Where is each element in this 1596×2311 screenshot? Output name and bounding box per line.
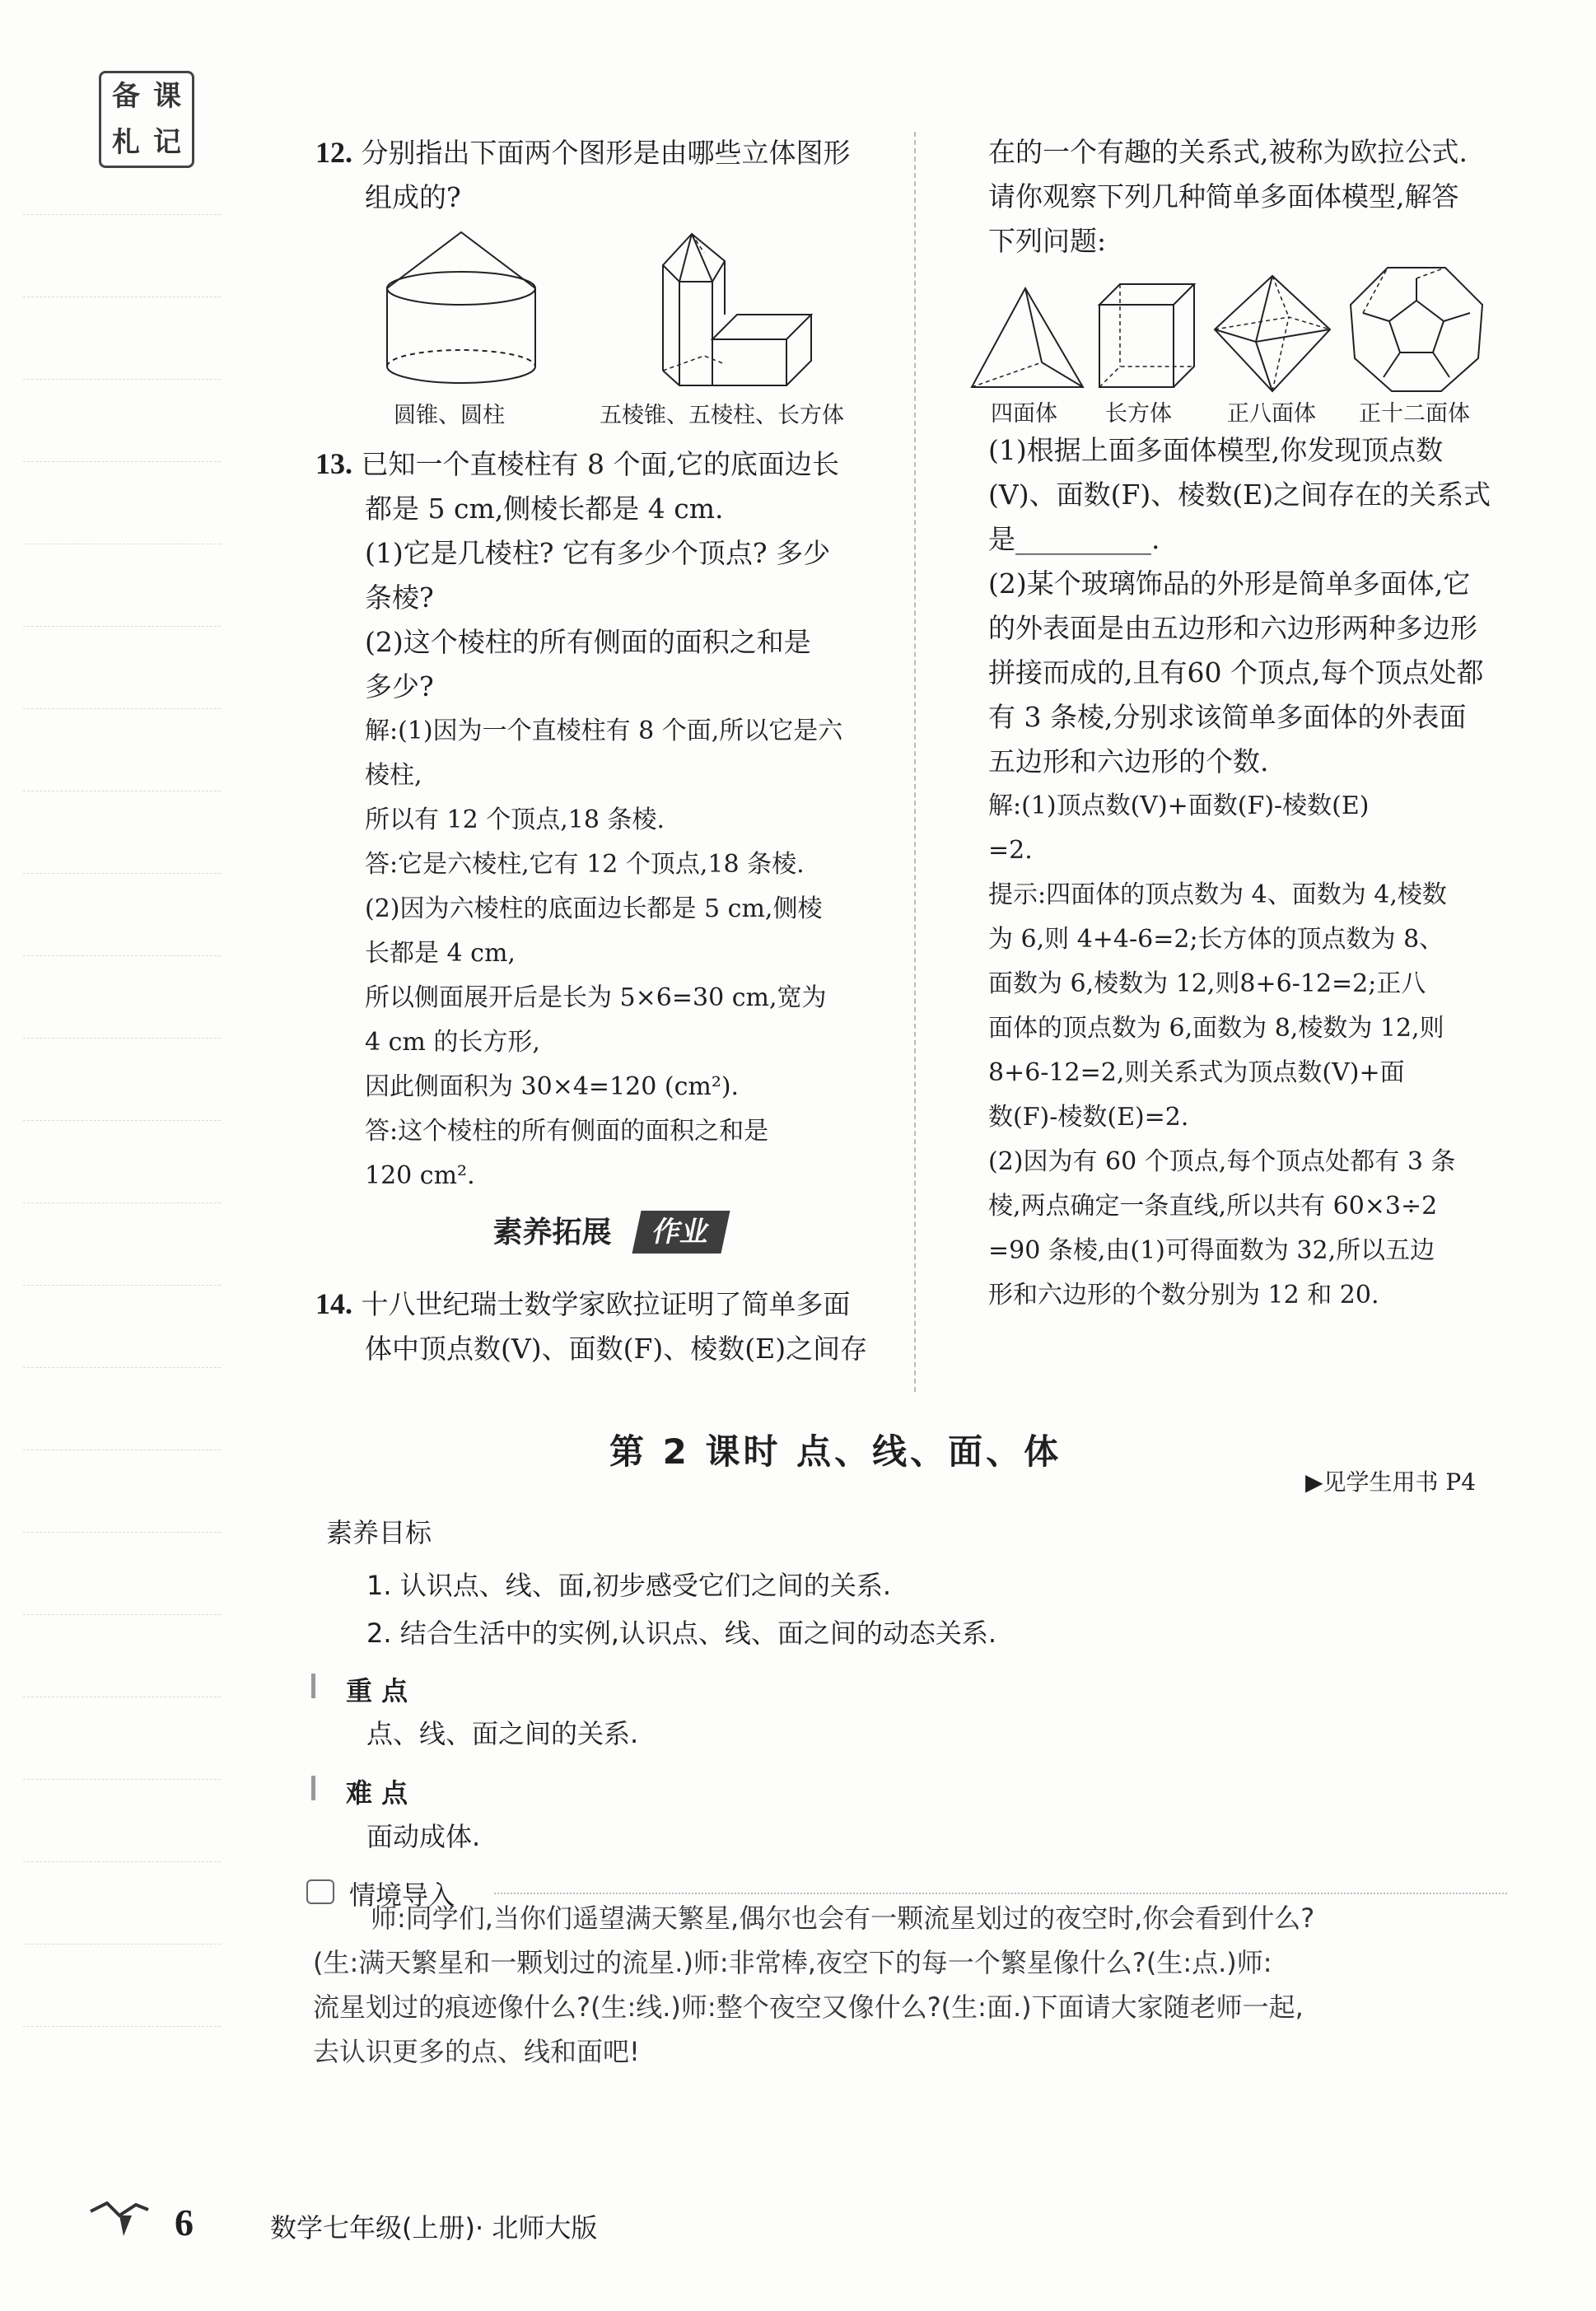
answer-text: (2)因为六棱柱的底面边长都是 5 cm,侧棱 (365, 894, 823, 923)
question-text: (V)、面数(F)、棱数(E)之间存在的关系式 (988, 479, 1491, 511)
section-banner (468, 1209, 731, 1257)
question-text: 五边形和六边形的个数. (988, 745, 1269, 777)
answer-text: 所以侧面展开后是长为 5×6=30 cm,宽为 (365, 983, 827, 1012)
answer-text: 形和六边形的个数分别为 12 和 20. (988, 1281, 1379, 1310)
question-text: (2)这个棱柱的所有侧面的面积之和是 (365, 626, 811, 658)
question-text: (1)根据上面多面体模型,你发现顶点数 (988, 434, 1444, 466)
tetrahedron-figure (968, 284, 1091, 391)
answer-text: 答:这个棱柱的所有侧面的面积之和是 (365, 1117, 769, 1146)
intro-line: 师:同学们,当你们遥望满天繁星,偶尔也会有一颗流星划过的夜空时,你会看到什么? (371, 1902, 1315, 1934)
question-text: 已知一个直棱柱有 8 个面,它的底面边长 (361, 448, 839, 480)
question-text: 下列问题: (988, 225, 1107, 257)
cuboid-figure (1095, 280, 1202, 391)
intro-heading: 情境导入 (349, 1879, 455, 1911)
answer-text: 长都是 4 cm, (365, 939, 516, 968)
badge-char: 备 (112, 80, 140, 113)
answer-text: 所以有 12 个顶点,18 条棱. (365, 805, 665, 834)
goals-heading: 素养目标 (326, 1517, 432, 1548)
book-title: 数学七年级(上册)· 北师大版 (270, 2212, 598, 2243)
question-text: 体中顶点数(V)、面数(F)、棱数(E)之间存 (365, 1333, 868, 1365)
difficulty-text: 面动成体. (366, 1821, 481, 1852)
intro-line: 流星划过的痕迹像什么?(生:线.)师:整个夜空又像什么?(生:面.)下面请大家随老师一起, (313, 1991, 1304, 2023)
banner-title: 素养拓展 (492, 1216, 612, 1249)
margin-rule (23, 1120, 221, 1121)
margin-rule (23, 461, 221, 462)
question-text: 多少? (365, 670, 434, 703)
answer-text: 8+6-12=2,则关系式为顶点数(V)+面 (988, 1058, 1405, 1087)
margin-rule (23, 296, 221, 297)
scenario-intro (313, 1896, 1507, 2102)
answer-text: 为 6,则 4+4-6=2;长方体的顶点数为 8、 (988, 925, 1444, 954)
answer-text: 解:(1)因为一个直棱柱有 8 个面,所以它是六 (365, 717, 843, 745)
answer-text: 4 cm 的长方形, (365, 1028, 540, 1057)
margin-rule (23, 1944, 221, 1945)
section-marker (311, 1674, 315, 1698)
answer-text: 120 cm². (365, 1161, 475, 1190)
question-14-continued (988, 130, 1548, 264)
question-text: 十八世纪瑞士数学家欧拉证明了简单多面 (361, 1288, 851, 1320)
banner-tag: 作业 (632, 1211, 730, 1254)
lesson-title: 第 2 课时 点、线、面、体 (609, 1431, 1062, 1472)
answer-text: 棱,两点确定一条直线,所以共有 60×3÷2 (988, 1192, 1438, 1221)
heading-rule (494, 1893, 1507, 1894)
question-number: 13. (315, 447, 352, 480)
margin-rule (23, 1038, 221, 1039)
intro-line: 去认识更多的点、线和面吧! (313, 2036, 640, 2067)
answer-text: 面体的顶点数为 6,面数为 8,棱数为 12,则 (988, 1014, 1444, 1043)
question-number: 12. (315, 136, 352, 169)
margin-rule (23, 1779, 221, 1780)
question-text: 有 3 条棱,分别求该简单多面体的外表面 (988, 701, 1467, 733)
margin-rule (23, 1861, 221, 1862)
pyramid-prism-cuboid-figure (655, 232, 828, 397)
question-text: 是__________. (988, 523, 1160, 555)
badge-char: 记 (153, 126, 181, 159)
answer-text: 数(F)-棱数(E)=2. (988, 1103, 1189, 1132)
question-text: 都是 5 cm,侧棱长都是 4 cm. (365, 493, 724, 525)
goal-item: 1. 认识点、线、面,初步感受它们之间的关系. (366, 1570, 892, 1601)
margin-rule (23, 1614, 221, 1615)
answer-text: =90 条棱,由(1)可得面数为 32,所以五边 (988, 1236, 1435, 1265)
answer-text: 提示:四面体的顶点数为 4、面数为 4,棱数 (988, 880, 1447, 909)
solid-caption: 正十二面体 (1359, 401, 1470, 427)
figure-caption: 圆锥、圆柱 (394, 403, 505, 428)
solid-caption: 长方体 (1105, 401, 1172, 427)
question-text: 分别指出下面两个图形是由哪些立体图形 (361, 137, 851, 169)
difficulty-heading: 难 点 (346, 1777, 408, 1809)
lesson-notes-badge (99, 71, 194, 168)
question-number: 14. (315, 1287, 352, 1320)
question-text: (1)它是几棱柱? 它有多少个顶点? 多少 (365, 537, 831, 569)
section-marker (311, 1776, 315, 1800)
solid-caption: 四面体 (991, 401, 1057, 427)
question-text: 在的一个有趣的关系式,被称为欧拉公式. (988, 136, 1468, 168)
margin-rule (23, 379, 221, 380)
margin-rule (23, 626, 221, 627)
dodecahedron-figure (1346, 264, 1486, 395)
answer-text: 解:(1)顶点数(V)+面数(F)-棱数(E) (988, 791, 1370, 820)
key-point-text: 点、线、面之间的关系. (366, 1718, 639, 1749)
question-text: 拼接而成的,且有60 个顶点,每个顶点处都 (988, 656, 1484, 689)
margin-rule (23, 873, 221, 874)
answer-text: (2)因为有 60 个顶点,每个顶点处都有 3 条 (988, 1147, 1456, 1176)
notes-margin (23, 66, 245, 2108)
margin-rule (23, 708, 221, 709)
margin-rule (23, 955, 221, 956)
margin-rule (23, 1285, 221, 1286)
question-text: 的外表面是由五边形和六边形两种多边形 (988, 612, 1477, 644)
question-text: 条棱? (365, 581, 434, 614)
column-divider (914, 132, 916, 1392)
margin-rule (23, 2026, 221, 2027)
question-14 (315, 1282, 900, 1371)
page-number: 6 (175, 2201, 194, 2243)
question-text: 组成的? (365, 181, 461, 213)
question-text: 请你观察下列几种简单多面体模型,解答 (988, 180, 1459, 212)
octahedron-figure (1211, 272, 1334, 395)
badge-char: 课 (153, 80, 181, 113)
answer-text: =2. (988, 836, 1033, 865)
margin-rule (23, 1367, 221, 1368)
goal-item: 2. 结合生活中的实例,认识点、线、面之间的动态关系. (366, 1618, 997, 1649)
answer-text: 因此侧面积为 30×4=120 (cm²). (365, 1072, 740, 1101)
question-13 (315, 441, 892, 1198)
question-text: (2)某个玻璃饰品的外形是简单多面体,它 (988, 567, 1471, 600)
key-point-heading: 重 点 (346, 1675, 408, 1706)
page-ornament-icon (86, 2195, 152, 2240)
solid-caption: 正八面体 (1227, 401, 1316, 427)
answer-text: 答:它是六棱柱,它有 12 个顶点,18 条棱. (365, 850, 805, 879)
badge-char: 札 (112, 126, 140, 159)
answer-text: 棱柱, (365, 761, 422, 790)
student-book-reference[interactable]: ▶见学生用书 P4 (1305, 1468, 1477, 1496)
figure-caption: 五棱锥、五棱柱、长方体 (600, 403, 844, 428)
margin-rule (23, 214, 221, 215)
margin-rule (23, 1202, 221, 1203)
cone-cylinder-figure (379, 222, 544, 387)
question-14-parts (988, 428, 1548, 1318)
answer-text: 面数为 6,棱数为 12,则8+6-12=2;正八 (988, 969, 1426, 998)
margin-rule (23, 1532, 221, 1533)
intro-line: (生:满天繁星和一颗划过的流星.)师:非常棒,夜空下的每一个繁星像什么?(生:点.)师: (313, 1947, 1272, 1978)
question-12 (315, 130, 851, 220)
